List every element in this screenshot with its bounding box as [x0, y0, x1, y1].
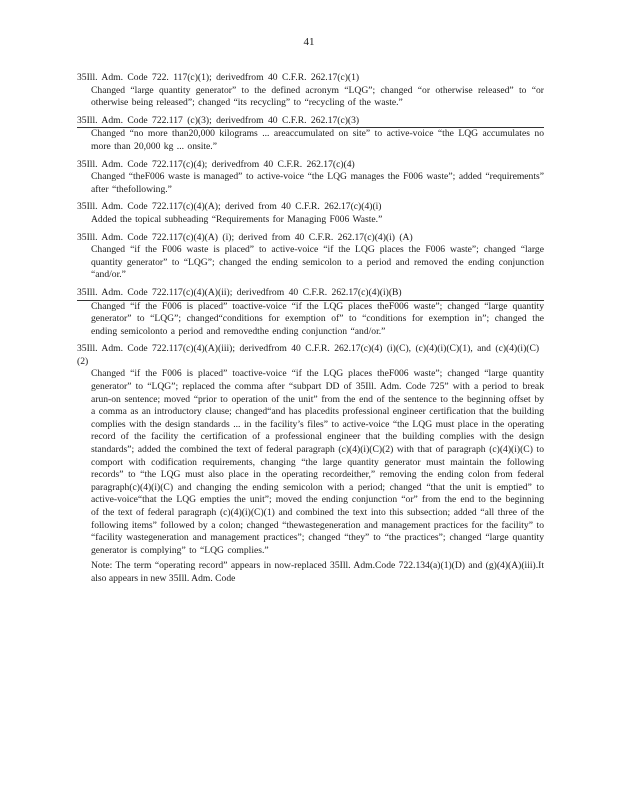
entry-722-117-c-4-A-iii [77, 343, 544, 585]
entry-722-117-c-4-A-ii [77, 287, 544, 338]
citation: 35Ill. Adm. Code 722.117(c)(4)(A); derived from 40 C.F.R. 262.17(c)(4)(i) [77, 201, 382, 213]
description: Added the topical subheading “Requirements for Managing F006 Waste.” [91, 213, 383, 225]
note: Note: The term “operating record” appears in now-replaced 35Ill. Adm.Code 722.134(a)(1)(D) and (g)(4)(A)(iii).It also appears in new 35Ill. Adm. Code [91, 560, 544, 584]
entry-722-117-c-3 [77, 115, 544, 154]
entry-722-117-c-1 [77, 72, 544, 110]
entry-722-117-c-4-A-i [77, 232, 544, 282]
page-number: 41 [303, 36, 315, 48]
citation: 35Ill. Adm. Code 722.117(c)(4); derivedfrom 40 C.F.R. 262.17(c)(4) [77, 158, 355, 170]
description: Changed “theF006 waste is managed” to active-voice “the LQG manages the F006 waste”; added “requirements” after “thefollowing.” [91, 171, 544, 195]
entry-722-117-c-4-A [77, 201, 544, 226]
description: Changed “if the F006 waste is placed” to active-voice “if the LQG places the F006 waste”; changed “large quantity generator” to “LQG”; changed the ending semicolon to a period and removed the ending conjunction “and/or.” [91, 244, 544, 281]
citation: 35Ill. Adm. Code 722. 117(c)(1); derivedfrom 40 C.F.R. 262.17(c)(1) [77, 72, 360, 83]
citation: 35Ill. Adm. Code 722.117(c)(4)(A)(ii); derivedfrom 40 C.F.R. 262.17(c)(4)(i)(B) [77, 287, 544, 301]
description: Changed “large quantity generator” to the defined acronym “LQG”; changed “or otherwise released” to “or otherwise being released”; changed “its recycling” to “recycling of the waste.” [91, 84, 544, 109]
amendment-entries [77, 72, 544, 591]
description: Changed “no more than20,000 kilograms ... areaccumulated on site” to active-voice “the LQG accumulates no more than 20,000 kg ... onsite.” [91, 128, 544, 152]
citation: 35Ill. Adm. Code 722.117 (c)(3); derivedfrom 40 C.F.R. 262.17(c)(3) [77, 115, 544, 129]
entry-722-117-c-4 [77, 159, 544, 197]
citation: 35Ill. Adm. Code 722.117(c)(4)(A) (i); derived from 40 C.F.R. 262.17(c)(4)(i) (A) [77, 231, 413, 243]
description: Changed “if the F006 is placed” toactive-voice “if the LQG places theF006 waste”; changed “large quantity generator” to “LQG”; changed“conditions for exemption of” to “conditions for exemption in”; changed the ending semicolonto a period and removedthe ending conjunction “and/or.” [91, 300, 544, 337]
description: Changed “if the F006 is placed” toactive-voice “if the LQG places theF006 waste”; changed “large quantity generator” to “LQG”; replaced the comma after “subpart DD of 35Ill. Adm. Code 725” with a period to break arun-on sentence; moved “prior to operation of the unit” from the end of the sentence to the beginning offset by a comma as an introductory clause; changed“and has placedits professional engineer certification that the building complies with the design standards ... in the facility’s files” to active-voice “the LQG must place in the operating record of the facility the certification of a professional engineer that the building complies with the design standards”; added the combined the text of federal paragraph (c)(4)(i)(C)(2) with that of paragraph (c)(4)(i)(C) to comport with codification requirements, changing “the large quantity generator must maintain the following records” to “the LQG must also place in the operating recordeither,” removing the ending colon from federal paragraph(c)(4)(i)(C) and changing the ending semicolon with a period; changed “that the unit is emptied” to active-voice“that the LQG empties the unit”; moved the ending conjunction “or” from the end to the beginning of the text of federal paragraph (c)(4)(i)(C)(1) and combined the text into this subsection; added “all three of the following items” followed by a colon; changed “thewastegeneration and management practices for the facility” to “facility wastegeneration and management practices”; changed “they” to “the practices”; changed “large quantity generator is complying” to “LQG complies.” [91, 368, 544, 556]
citation: 35Ill. Adm. Code 722.117(c)(4)(A)(iii); derivedfrom 40 C.F.R. 262.17(c)(4) (i)(C), (c)(4)(i)(C)(1), and (c)(4)(i)(C)(2) [77, 343, 540, 367]
